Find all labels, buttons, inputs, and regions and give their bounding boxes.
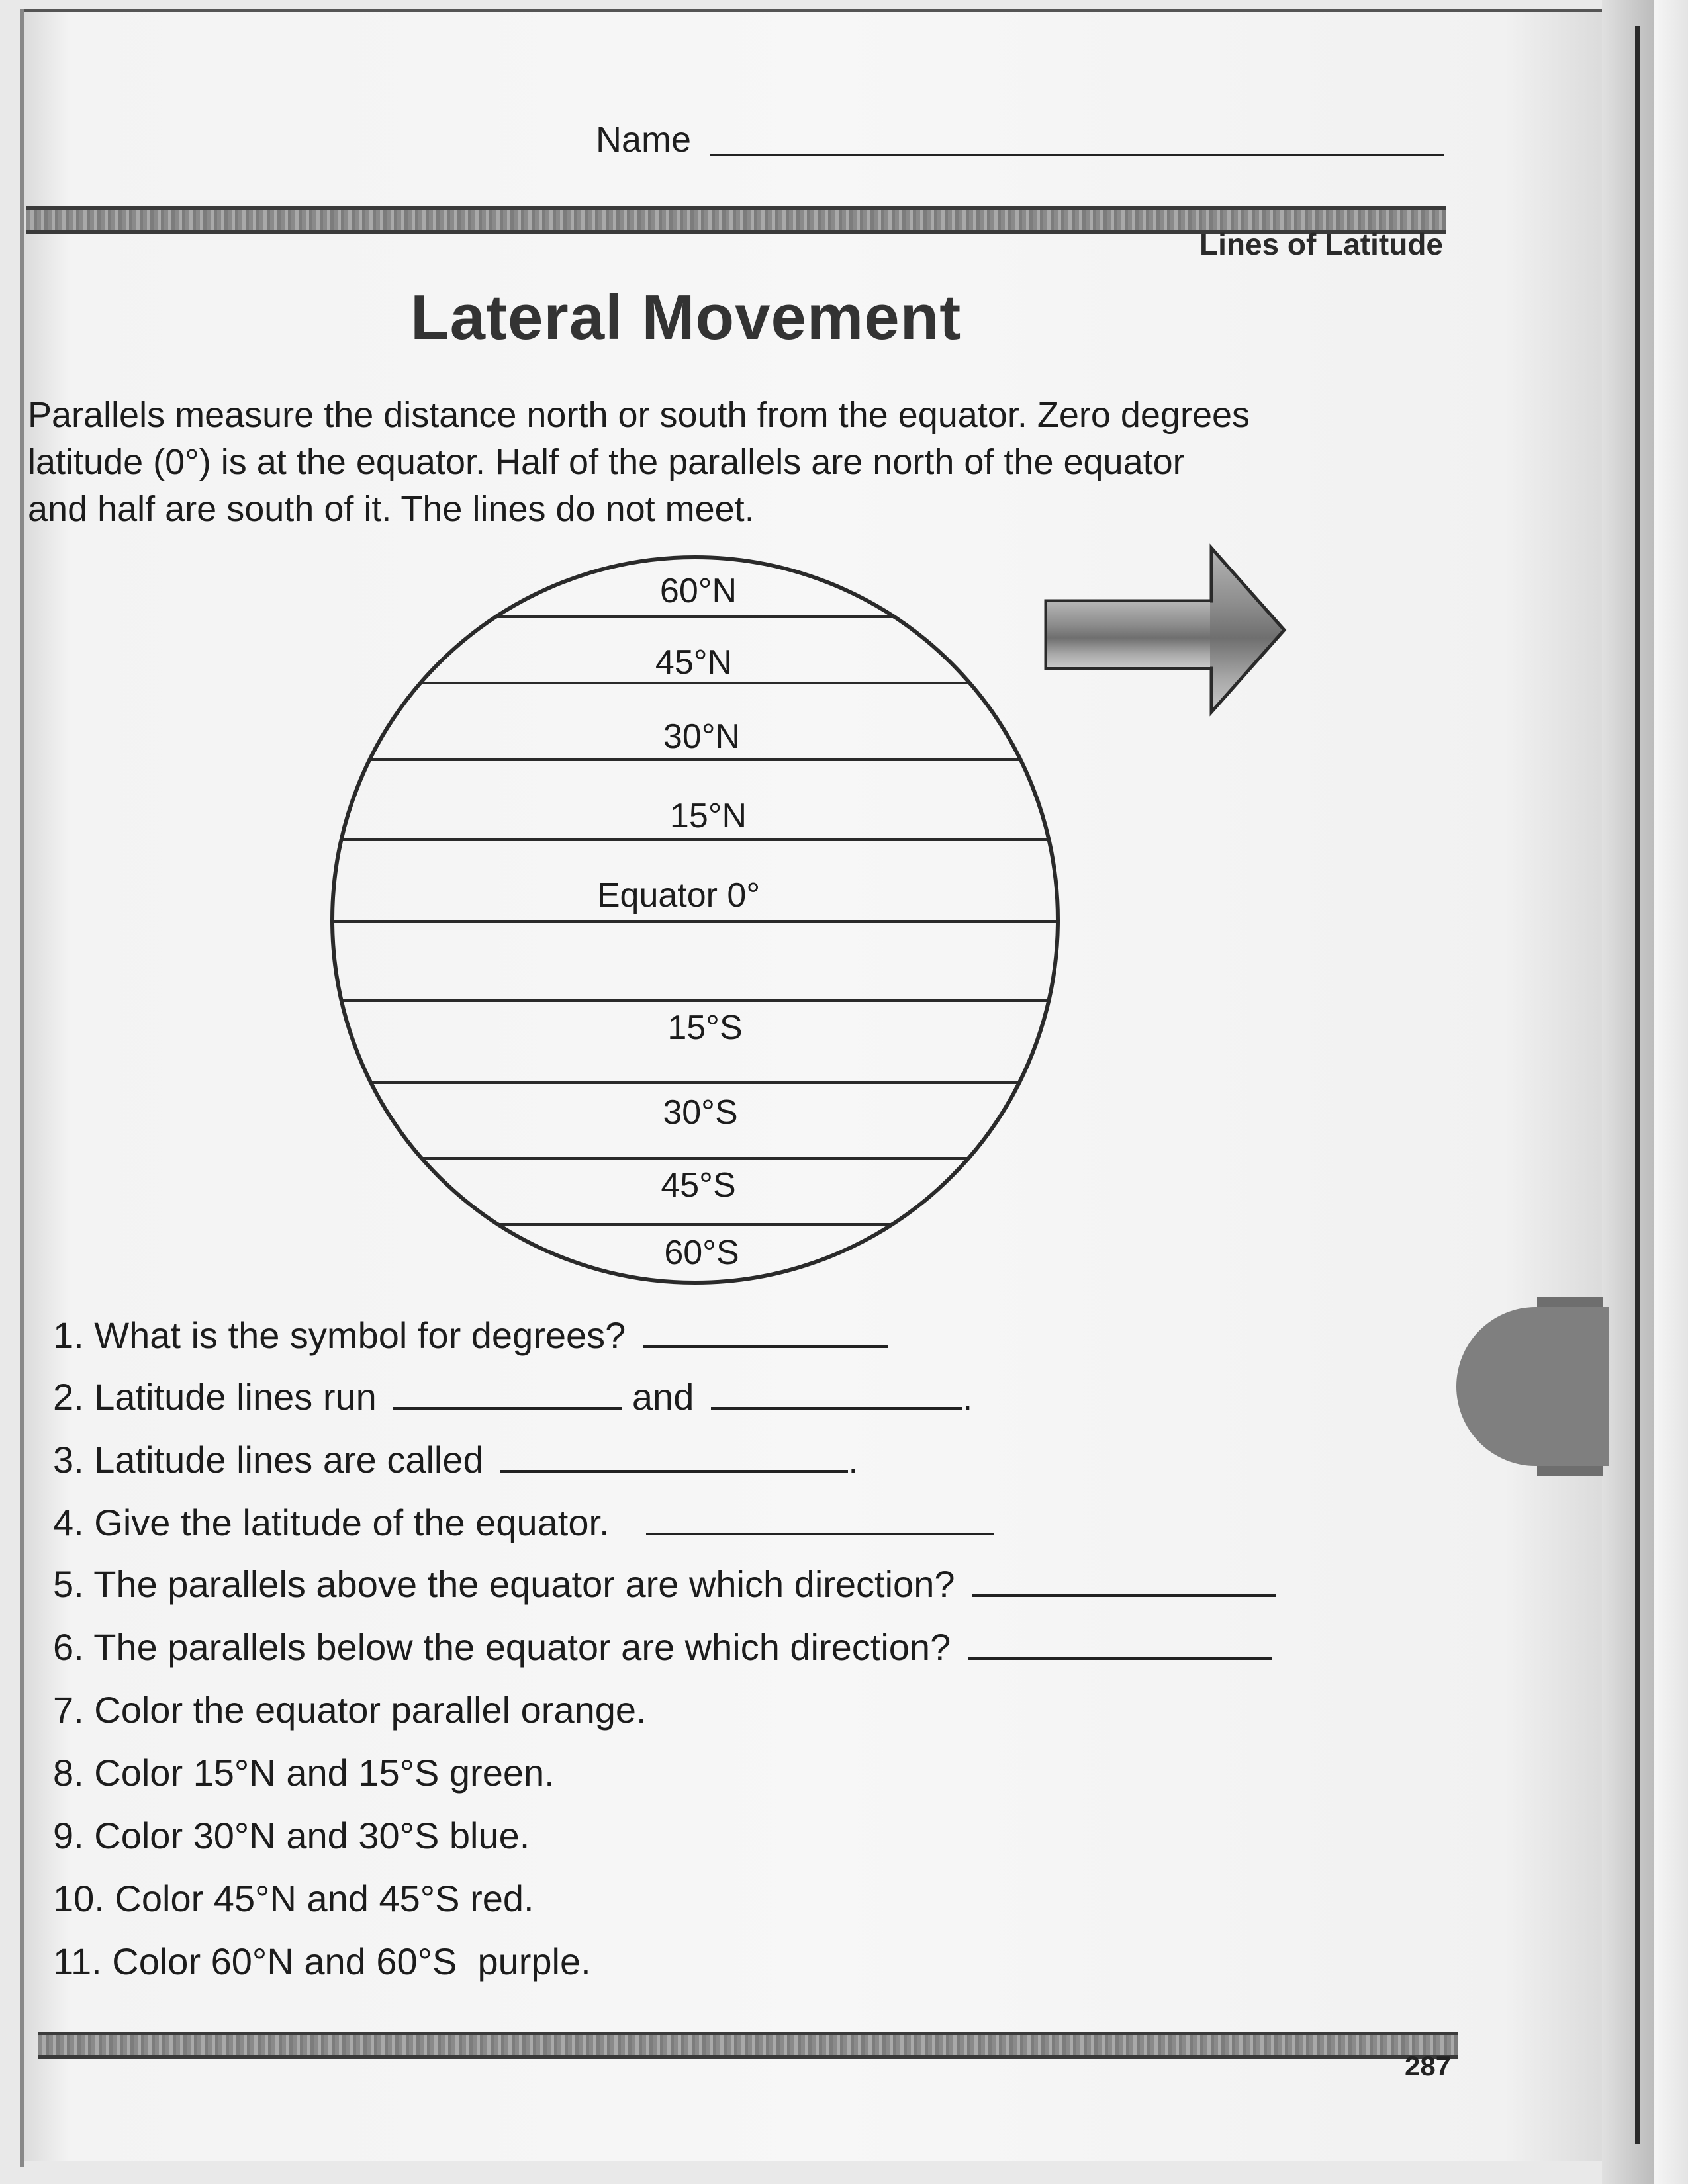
question-number: 3. bbox=[53, 1439, 84, 1480]
label-15n: 15°N bbox=[669, 797, 747, 835]
page-top-edge bbox=[20, 9, 1635, 12]
answer-blank[interactable] bbox=[643, 1316, 888, 1348]
binder-tab bbox=[1456, 1307, 1609, 1466]
page-number: 287 bbox=[1405, 2050, 1452, 2081]
binding-shadow bbox=[1602, 0, 1688, 2184]
answer-blank[interactable] bbox=[646, 1504, 994, 1535]
question-6 bbox=[53, 1625, 1272, 1668]
latitude-globe-diagram bbox=[311, 549, 1079, 1304]
question-number: 10. bbox=[53, 1878, 105, 1919]
name-blank[interactable] bbox=[710, 154, 1444, 156]
question-9 bbox=[53, 1814, 530, 1857]
answer-blank[interactable] bbox=[500, 1441, 848, 1473]
footer-rule bbox=[38, 2032, 1458, 2059]
intro-line: latitude (0°) is at the equator. Half of the parallels are north of the equator bbox=[28, 442, 1185, 482]
question-3 bbox=[53, 1438, 859, 1481]
label-60n: 60°N bbox=[659, 572, 737, 610]
label-45s: 45°S bbox=[661, 1166, 736, 1205]
label-30n: 30°N bbox=[663, 717, 741, 756]
section-label: Lines of Latitude bbox=[1199, 227, 1443, 261]
question-1 bbox=[53, 1314, 888, 1357]
intro-line: and half are south of it. The lines do not meet. bbox=[28, 489, 755, 529]
question-text: Color 15°N and 15°S green. bbox=[94, 1752, 555, 1794]
question-4 bbox=[53, 1501, 994, 1544]
question-connector: and bbox=[632, 1376, 694, 1418]
question-number: 6. bbox=[53, 1626, 84, 1668]
arrow-icon bbox=[1039, 543, 1304, 721]
question-text: The parallels below the equator are which direction? bbox=[93, 1626, 951, 1668]
question-text: Color 45°N and 45°S red. bbox=[115, 1878, 534, 1919]
label-equator: Equator 0° bbox=[596, 876, 761, 915]
label-30s: 30°S bbox=[663, 1093, 738, 1132]
answer-blank[interactable] bbox=[968, 1628, 1272, 1660]
question-text: The parallels above the equator are which direction? bbox=[93, 1563, 955, 1605]
label-45n: 45°N bbox=[655, 643, 733, 682]
question-11 bbox=[53, 1940, 591, 1983]
intro-paragraph bbox=[28, 392, 1458, 533]
question-text: Give the latitude of the equator. bbox=[94, 1502, 610, 1543]
question-text: Latitude lines are called bbox=[94, 1439, 484, 1480]
question-text: Color the equator parallel orange. bbox=[94, 1689, 647, 1731]
question-text: Color 30°N and 30°S blue. bbox=[94, 1815, 530, 1856]
question-number: 11. bbox=[53, 1940, 102, 1982]
question-period: . bbox=[848, 1439, 859, 1480]
page-title: Lateral Movement bbox=[410, 282, 962, 353]
question-period: . bbox=[962, 1376, 973, 1418]
answer-blank[interactable] bbox=[711, 1378, 962, 1410]
question-number: 4. bbox=[53, 1502, 84, 1543]
question-text: What is the symbol for degrees? bbox=[94, 1314, 626, 1356]
answer-blank[interactable] bbox=[972, 1565, 1276, 1597]
question-number: 1. bbox=[53, 1314, 84, 1356]
question-number: 2. bbox=[53, 1376, 84, 1418]
question-8 bbox=[53, 1751, 555, 1794]
intro-line: Parallels measure the distance north or south from the equator. Zero degrees bbox=[28, 395, 1250, 435]
question-number: 9. bbox=[53, 1815, 84, 1856]
label-60s: 60°S bbox=[664, 1234, 739, 1272]
label-15s: 15°S bbox=[667, 1009, 743, 1047]
question-text: Color 60°N and 60°S purple. bbox=[112, 1940, 591, 1982]
question-text: Latitude lines run bbox=[94, 1376, 377, 1418]
question-number: 5. bbox=[53, 1563, 84, 1605]
binding-line bbox=[1635, 26, 1640, 2144]
name-label: Name bbox=[596, 120, 692, 159]
question-5 bbox=[53, 1563, 1276, 1606]
question-number: 8. bbox=[53, 1752, 84, 1794]
question-7 bbox=[53, 1688, 647, 1731]
question-10 bbox=[53, 1877, 534, 1920]
page-left-edge bbox=[20, 9, 24, 2167]
answer-blank[interactable] bbox=[393, 1378, 622, 1410]
question-number: 7. bbox=[53, 1689, 84, 1731]
question-2 bbox=[53, 1375, 972, 1418]
